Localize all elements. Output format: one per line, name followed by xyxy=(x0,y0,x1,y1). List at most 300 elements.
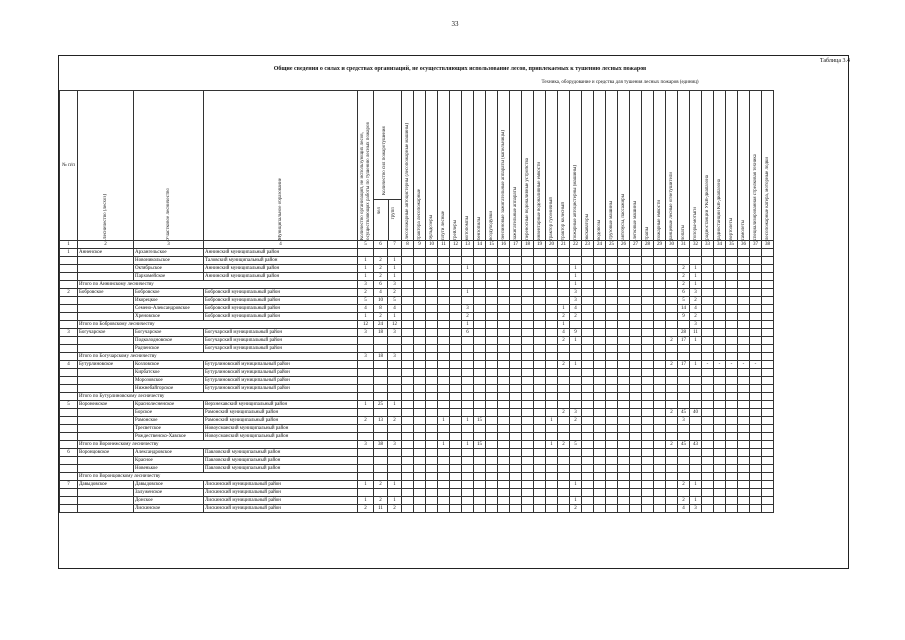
header-tech-31-text: лесопожарные катера, моторные лодки xyxy=(764,156,770,240)
value-col-14 xyxy=(474,345,486,353)
value-col-37 xyxy=(750,249,762,257)
value-col-11 xyxy=(438,361,450,369)
value-col-29 xyxy=(654,257,666,265)
district-name: Козловское xyxy=(134,361,204,369)
value-col-35 xyxy=(726,289,738,297)
table-row xyxy=(60,305,774,313)
value-col-29 xyxy=(654,401,666,409)
value-col-6: 11 xyxy=(374,505,388,513)
value-col-8 xyxy=(402,393,414,401)
value-col-28 xyxy=(642,257,654,265)
value-col-37 xyxy=(750,481,762,489)
value-col-28 xyxy=(642,433,654,441)
value-col-18 xyxy=(522,281,534,289)
header-tech-30 xyxy=(750,91,762,241)
value-col-24 xyxy=(594,417,606,425)
value-col-8 xyxy=(402,289,414,297)
column-number-11: 11 xyxy=(438,241,450,249)
value-col-22: 3 xyxy=(570,289,582,297)
value-col-10 xyxy=(426,473,438,481)
value-col-34 xyxy=(714,497,726,505)
value-col-15 xyxy=(486,305,498,313)
value-col-30 xyxy=(666,497,678,505)
column-number-row xyxy=(60,241,774,249)
value-col-35 xyxy=(726,425,738,433)
column-number-6: 6 xyxy=(374,241,388,249)
value-col-22: 1 xyxy=(570,273,582,281)
value-col-9 xyxy=(414,489,426,497)
value-col-29 xyxy=(654,361,666,369)
value-col-36 xyxy=(738,505,750,513)
value-col-33 xyxy=(702,441,714,449)
value-col-24 xyxy=(594,497,606,505)
value-col-33 xyxy=(702,505,714,513)
value-col-20 xyxy=(546,457,558,465)
value-col-11 xyxy=(438,321,450,329)
header-tech-20 xyxy=(630,91,642,241)
value-col-21 xyxy=(558,457,570,465)
value-col-35 xyxy=(726,505,738,513)
forestry-name xyxy=(78,369,134,377)
value-col-19 xyxy=(534,321,546,329)
value-col-7 xyxy=(388,385,402,393)
value-col-5 xyxy=(358,465,374,473)
value-col-30 xyxy=(666,489,678,497)
value-col-12 xyxy=(450,345,462,353)
value-col-24 xyxy=(594,449,606,457)
total-label: Итого по Воронежскому лесничеству xyxy=(78,441,358,449)
value-col-30 xyxy=(666,433,678,441)
value-col-16 xyxy=(498,337,510,345)
value-col-16 xyxy=(498,353,510,361)
value-col-29 xyxy=(654,505,666,513)
value-col-23 xyxy=(582,289,594,297)
value-col-21 xyxy=(558,497,570,505)
column-number-5: 5 xyxy=(358,241,374,249)
value-col-38 xyxy=(762,481,774,489)
value-col-10 xyxy=(426,305,438,313)
table-row xyxy=(60,329,774,337)
value-col-27 xyxy=(630,505,642,513)
value-col-33 xyxy=(702,297,714,305)
value-col-17 xyxy=(510,481,522,489)
value-col-17 xyxy=(510,505,522,513)
value-col-34 xyxy=(714,305,726,313)
value-col-20 xyxy=(546,489,558,497)
value-col-25 xyxy=(606,505,618,513)
value-col-13 xyxy=(462,401,474,409)
value-col-24 xyxy=(594,265,606,273)
value-col-33 xyxy=(702,401,714,409)
value-col-33 xyxy=(702,321,714,329)
value-col-27 xyxy=(630,369,642,377)
value-col-19 xyxy=(534,361,546,369)
value-col-14 xyxy=(474,337,486,345)
value-col-38 xyxy=(762,329,774,337)
forestry-name xyxy=(78,377,134,385)
value-col-5 xyxy=(358,361,374,369)
header-forestry xyxy=(78,91,134,241)
value-col-18 xyxy=(522,305,534,313)
value-col-13 xyxy=(462,433,474,441)
value-col-8 xyxy=(402,257,414,265)
value-col-13: 1 xyxy=(462,265,474,273)
value-col-16 xyxy=(498,441,510,449)
value-col-27 xyxy=(630,353,642,361)
value-col-20 xyxy=(546,425,558,433)
value-col-15 xyxy=(486,353,498,361)
value-col-20 xyxy=(546,409,558,417)
value-col-26 xyxy=(618,473,630,481)
value-col-23 xyxy=(582,441,594,449)
value-col-13 xyxy=(462,409,474,417)
value-col-16 xyxy=(498,313,510,321)
value-col-34 xyxy=(714,385,726,393)
value-col-37 xyxy=(750,369,762,377)
value-col-33 xyxy=(702,433,714,441)
value-col-32: 1 xyxy=(690,497,702,505)
value-col-11 xyxy=(438,377,450,385)
value-col-9 xyxy=(414,497,426,505)
value-col-28 xyxy=(642,369,654,377)
value-col-22 xyxy=(570,425,582,433)
value-col-25 xyxy=(606,449,618,457)
value-col-35 xyxy=(726,401,738,409)
value-col-14 xyxy=(474,305,486,313)
header-tech-24-text: лопаты xyxy=(680,224,686,240)
value-col-10 xyxy=(426,393,438,401)
header-district xyxy=(134,91,204,241)
value-col-35 xyxy=(726,329,738,337)
value-col-6: 18 xyxy=(374,329,388,337)
value-col-10 xyxy=(426,457,438,465)
value-col-9 xyxy=(414,441,426,449)
value-col-6 xyxy=(374,337,388,345)
value-col-27 xyxy=(630,417,642,425)
value-col-30 xyxy=(666,473,678,481)
column-number-7: 7 xyxy=(388,241,402,249)
value-col-30 xyxy=(666,369,678,377)
value-col-29 xyxy=(654,489,666,497)
value-col-37 xyxy=(750,273,762,281)
value-col-18 xyxy=(522,497,534,505)
header-tech-24 xyxy=(678,91,690,241)
value-col-8 xyxy=(402,329,414,337)
value-col-25 xyxy=(606,385,618,393)
column-number-19: 19 xyxy=(534,241,546,249)
value-col-26 xyxy=(618,337,630,345)
value-col-9 xyxy=(414,297,426,305)
value-col-38 xyxy=(762,449,774,457)
value-col-22 xyxy=(570,369,582,377)
value-col-12 xyxy=(450,401,462,409)
value-col-9 xyxy=(414,369,426,377)
header-municipality xyxy=(204,91,358,241)
value-col-18 xyxy=(522,401,534,409)
value-col-15 xyxy=(486,345,498,353)
value-col-11 xyxy=(438,329,450,337)
value-col-13: 1 xyxy=(462,417,474,425)
value-col-18 xyxy=(522,441,534,449)
value-col-15 xyxy=(486,385,498,393)
value-col-23 xyxy=(582,265,594,273)
value-col-37 xyxy=(750,289,762,297)
value-col-11 xyxy=(438,449,450,457)
value-col-31 xyxy=(678,473,690,481)
value-col-19 xyxy=(534,505,546,513)
value-col-38 xyxy=(762,281,774,289)
value-col-6 xyxy=(374,409,388,417)
value-col-26 xyxy=(618,305,630,313)
value-col-6 xyxy=(374,433,388,441)
value-col-21 xyxy=(558,297,570,305)
value-col-33 xyxy=(702,273,714,281)
value-col-5 xyxy=(358,393,374,401)
value-col-36 xyxy=(738,481,750,489)
value-col-34 xyxy=(714,345,726,353)
value-col-30 xyxy=(666,401,678,409)
value-col-13: 1 xyxy=(462,441,474,449)
value-col-11 xyxy=(438,425,450,433)
municipality-name: Богучарский муниципальный район xyxy=(204,337,358,345)
data-table xyxy=(59,90,774,513)
value-col-11 xyxy=(438,489,450,497)
header-tech-19 xyxy=(618,91,630,241)
value-col-14 xyxy=(474,369,486,377)
forestry-name xyxy=(78,313,134,321)
row-number xyxy=(60,433,78,441)
value-col-36 xyxy=(738,425,750,433)
forestry-name xyxy=(78,273,134,281)
value-col-7: 1 xyxy=(388,265,402,273)
header-tech-13 xyxy=(546,91,558,241)
value-col-30 xyxy=(666,273,678,281)
column-number-9: 9 xyxy=(414,241,426,249)
value-col-32 xyxy=(690,401,702,409)
total-label: Итого по Аннинскому лесничеству xyxy=(78,281,358,289)
value-col-31 xyxy=(678,377,690,385)
value-col-14 xyxy=(474,321,486,329)
value-col-38 xyxy=(762,401,774,409)
value-col-38 xyxy=(762,273,774,281)
value-col-22 xyxy=(570,457,582,465)
value-col-7: 1 xyxy=(388,313,402,321)
value-col-32 xyxy=(690,433,702,441)
value-col-33 xyxy=(702,281,714,289)
value-col-17 xyxy=(510,377,522,385)
municipality-name: Бутурлиновский муниципальный район xyxy=(204,361,358,369)
district-name: Хреновское xyxy=(134,313,204,321)
value-col-23 xyxy=(582,329,594,337)
value-col-25 xyxy=(606,497,618,505)
value-col-28 xyxy=(642,489,654,497)
value-col-14 xyxy=(474,361,486,369)
row-number: 6 xyxy=(60,449,78,457)
value-col-7 xyxy=(388,409,402,417)
value-col-8 xyxy=(402,353,414,361)
value-col-16 xyxy=(498,465,510,473)
value-col-10 xyxy=(426,369,438,377)
value-col-28 xyxy=(642,329,654,337)
district-name: Морозовское xyxy=(134,377,204,385)
value-col-30 xyxy=(666,257,678,265)
value-col-22 xyxy=(570,377,582,385)
value-col-32 xyxy=(690,489,702,497)
value-col-29 xyxy=(654,393,666,401)
value-col-22 xyxy=(570,257,582,265)
value-col-5: 3 xyxy=(358,329,374,337)
value-col-21: 1 xyxy=(558,305,570,313)
value-col-6 xyxy=(374,489,388,497)
forestry-name: Анненское xyxy=(78,249,134,257)
value-col-11 xyxy=(438,257,450,265)
value-col-20 xyxy=(546,481,558,489)
value-col-36 xyxy=(738,337,750,345)
value-col-29 xyxy=(654,449,666,457)
value-col-11 xyxy=(438,273,450,281)
value-col-13 xyxy=(462,257,474,265)
value-col-5 xyxy=(358,425,374,433)
value-col-37 xyxy=(750,505,762,513)
value-col-15 xyxy=(486,313,498,321)
value-col-19 xyxy=(534,481,546,489)
value-col-30 xyxy=(666,249,678,257)
forestry-name: Воронцовское xyxy=(78,449,134,457)
column-number-35: 35 xyxy=(726,241,738,249)
value-col-23 xyxy=(582,425,594,433)
value-col-5 xyxy=(358,409,374,417)
value-col-24 xyxy=(594,249,606,257)
value-col-29 xyxy=(654,329,666,337)
column-number-16: 16 xyxy=(498,241,510,249)
value-col-11 xyxy=(438,353,450,361)
value-col-22: 3 xyxy=(570,297,582,305)
value-col-14 xyxy=(474,409,486,417)
value-col-11 xyxy=(438,497,450,505)
value-col-16 xyxy=(498,473,510,481)
value-col-34 xyxy=(714,337,726,345)
value-col-33 xyxy=(702,497,714,505)
value-col-21 xyxy=(558,417,570,425)
value-col-13 xyxy=(462,393,474,401)
value-col-22 xyxy=(570,433,582,441)
header-tech-21-text: трапы xyxy=(644,227,650,240)
value-col-7: 2 xyxy=(388,505,402,513)
value-col-6 xyxy=(374,361,388,369)
value-col-36 xyxy=(738,497,750,505)
value-col-22 xyxy=(570,393,582,401)
value-col-16 xyxy=(498,329,510,337)
value-col-9 xyxy=(414,353,426,361)
value-col-7: 3 xyxy=(388,281,402,289)
district-name: Лискинское xyxy=(134,505,204,513)
value-col-36 xyxy=(738,465,750,473)
value-col-19 xyxy=(534,289,546,297)
value-col-35 xyxy=(726,481,738,489)
municipality-name: Аннинский муниципальный район xyxy=(204,273,358,281)
value-col-30 xyxy=(666,321,678,329)
value-col-34 xyxy=(714,297,726,305)
value-col-6: 38 xyxy=(374,441,388,449)
value-col-5: 2 xyxy=(358,417,374,425)
value-col-29 xyxy=(654,441,666,449)
header-tech-18-text: грузовые машины xyxy=(608,201,614,240)
value-col-30 xyxy=(666,425,678,433)
value-col-25 xyxy=(606,265,618,273)
value-col-38 xyxy=(762,505,774,513)
value-col-18 xyxy=(522,489,534,497)
value-col-22 xyxy=(570,249,582,257)
value-col-35 xyxy=(726,441,738,449)
table-row xyxy=(60,289,774,297)
table-row xyxy=(60,369,774,377)
value-col-19 xyxy=(534,329,546,337)
municipality-name: Бутурлиновский муниципальный район xyxy=(204,385,358,393)
value-col-19 xyxy=(534,265,546,273)
value-col-16 xyxy=(498,497,510,505)
value-col-25 xyxy=(606,249,618,257)
value-col-32 xyxy=(690,473,702,481)
value-col-37 xyxy=(750,297,762,305)
municipality-name: Рамонский муниципальный район xyxy=(204,417,358,425)
value-col-6 xyxy=(374,369,388,377)
value-col-17 xyxy=(510,257,522,265)
value-col-8 xyxy=(402,505,414,513)
value-col-16 xyxy=(498,425,510,433)
value-col-19 xyxy=(534,393,546,401)
value-col-7: 2 xyxy=(388,417,402,425)
value-col-31 xyxy=(678,489,690,497)
value-col-13 xyxy=(462,473,474,481)
value-col-32 xyxy=(690,465,702,473)
value-col-20: 1 xyxy=(546,417,558,425)
value-col-35 xyxy=(726,369,738,377)
value-col-30: 2 xyxy=(666,337,678,345)
value-col-25 xyxy=(606,441,618,449)
header-tech-14-text: трактор колесный xyxy=(560,201,566,240)
value-col-12 xyxy=(450,457,462,465)
value-col-21: 2 xyxy=(558,313,570,321)
value-col-32 xyxy=(690,425,702,433)
value-col-21 xyxy=(558,273,570,281)
value-col-24 xyxy=(594,257,606,265)
value-col-38 xyxy=(762,369,774,377)
header-tech-6 xyxy=(462,91,474,241)
value-col-8 xyxy=(402,497,414,505)
municipality-name: Рамонский муниципальный район xyxy=(204,409,358,417)
value-col-19 xyxy=(534,305,546,313)
value-col-6: 13 xyxy=(374,417,388,425)
value-col-35 xyxy=(726,257,738,265)
row-number: 2 xyxy=(60,289,78,297)
value-col-14 xyxy=(474,465,486,473)
value-col-20 xyxy=(546,393,558,401)
value-col-13 xyxy=(462,385,474,393)
value-col-26 xyxy=(618,417,630,425)
municipality-name: Лискинский муниципальный район xyxy=(204,497,358,505)
value-col-32: 43 xyxy=(690,441,702,449)
value-col-36 xyxy=(738,393,750,401)
header-staff-groups: групп xyxy=(391,207,396,220)
value-col-24 xyxy=(594,281,606,289)
column-number-30: 30 xyxy=(666,241,678,249)
value-col-33 xyxy=(702,289,714,297)
header-tech-21 xyxy=(642,91,654,241)
value-col-25 xyxy=(606,329,618,337)
value-col-37 xyxy=(750,313,762,321)
value-col-38 xyxy=(762,353,774,361)
value-col-33 xyxy=(702,249,714,257)
